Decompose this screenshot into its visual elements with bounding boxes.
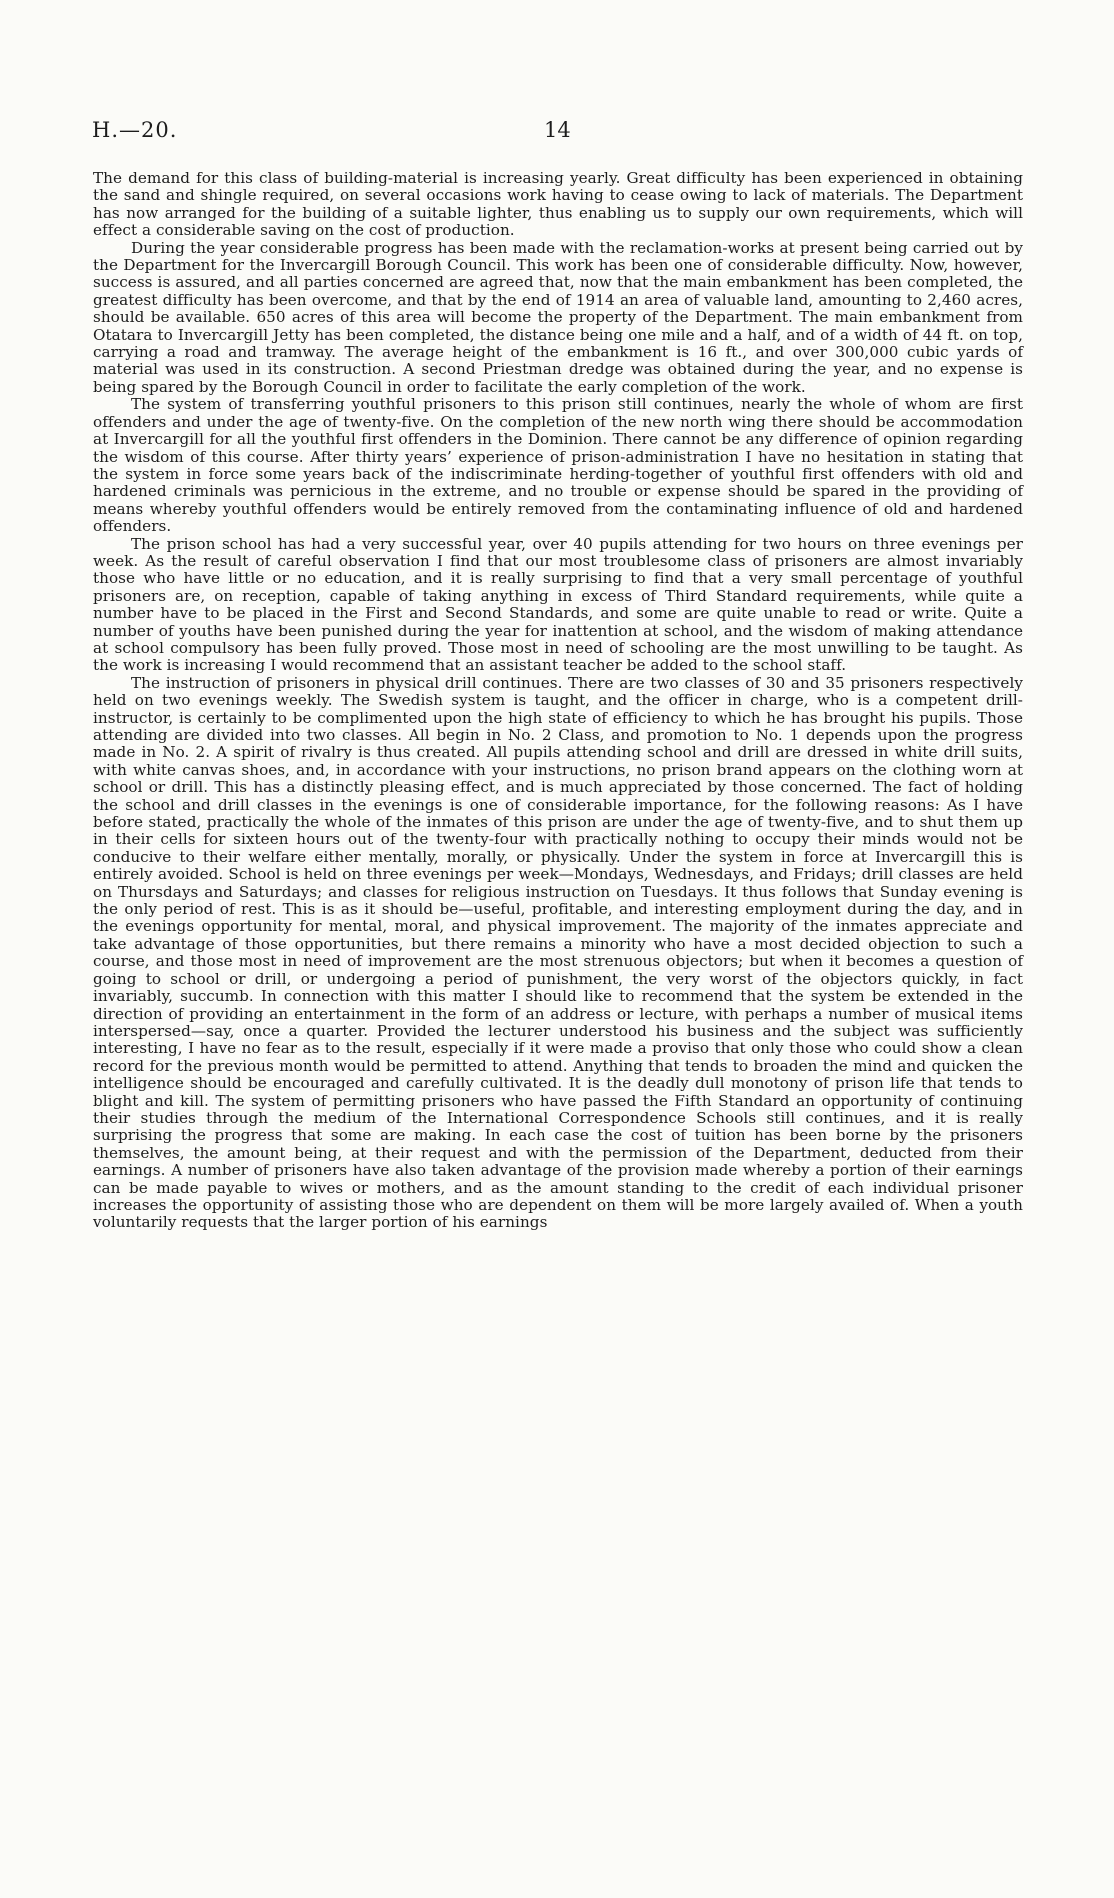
page-header bbox=[92, 118, 1024, 148]
paragraph-reclamation-works: During the year considerable progress has been made with the reclamation-works at present being carried out by the Department for the Invercargill Borough Council. This work has been one of considerable difficulty. Now, however, success is assured, and all parties concerned are agreed that, now that the main embankment has been completed, the greatest difficulty has been overcome, and that by the end of 1914 an area of valuable land, amounting to 2,460 acres, should be available. 650 acres of this area will become the property of the Department. The main embankment from Otatara to Invercargill Jetty has been completed, the distance being one mile and a half, and of a width of 44 ft. on top, carrying a road and tramway. The average height of the embankment is 16 ft., and over 300,000 cubic yards of material was used in its construction. A second Priestman dredge was obtained during the year, and no expense is being spared by the Borough Council in order to facilitate the early completion of the work. bbox=[93, 238, 1023, 396]
paragraph-prison-school: The prison school has had a very successful year, over 40 pupils attending for two hours on three evenings per week. As the result of careful observation I find that our most troublesome class of prisoners are almost invariably those who have little or no education, and it is really surprising to find that a very small percentage of youthful prisoners are, on reception, capable of taking anything in excess of Third Standard requirements, while quite a number have to be placed in the First and Second Standards, and some are quite unable to read or write. Quite a number of youths have been punished during the year for inattention at school, and the wisdom of making attendance at school compulsory has been fully proved. Those most in need of schooling are the most unwilling to be taught. As the work is increasing I would recommend that an assistant teacher be added to the school staff. bbox=[93, 534, 1023, 675]
page-number: 14 bbox=[544, 118, 571, 142]
paragraph-physical-drill: The instruction of prisoners in physical drill continues. There are two classes of 30 and 35 prisoners respectively held on two evenings weekly. The Swedish system is taught, and the officer in charge, who is a competent drill-instructor, is certainly to be complimented upon the high state of efficiency to which he has brought his pupils. Those attending are divided into two classes. All begin in No. 2 Class, and promotion to No. 1 depends upon the progress made in No. 2. A spirit of rivalry is thus created. All pupils attending school and drill are dressed in white drill suits, with white canvas shoes, and, in accordance with your instructions, no prison brand appears on the clothing worn at school or drill. This has a distinctly pleasing effect, and is much appreciated by those concerned. The fact of holding the school and drill classes in the evenings is one of considerable importance, for the following reasons: As I have before stated, practically the whole of the inmates of this prison are under the age of twenty-five, and to shut them up in their cells for sixteen hours out of the twenty-four with practically nothing to occupy their minds would not be conducive to their welfare either mentally, morally, or physically. Under the system in force at Invercargill this is entirely avoided. School is held on three evenings per week—Mondays, Wednesdays, and Fridays; drill classes are held on Thursdays and Saturdays; and classes for religious instruction on Tuesdays. It thus follows that Sunday evening is the only period of rest. This is as it should be—useful, profitable, and interesting employment during the day, and in the evenings opportunity for mental, moral, and physical improvement. The majority of the inmates appreciate and take advantage of those opportunities, but there remains a minority who have a most decided objection to such a course, and those most in need of improvement are the most strenuous objectors; but when it becomes a question of going to school or drill, or undergoing a period of punishment, the very worst of the objectors quickly, in fact invariably, succumb. In connection with this matter I should like to recommend that the system be extended in the direction of providing an entertainment in the form of an address or lecture, with perhaps a number of musical items interspersed—say, once a quarter. Provided the lecturer understood his business and the subject was sufficiently interesting, I have no fear as to the result, especially if it were made a proviso that only those who could show a clean record for the previous month would be permitted to attend. Anything that tends to broaden the mind and quicken the intelligence should be encouraged and carefully cultivated. It is the deadly dull monotony of prison life that tends to blight and kill. The system of permitting prisoners who have passed the Fifth Standard an opportunity of continuing their studies through the medium of the International Correspondence Schools still continues, and it is really surprising the progress that some are making. In each case the cost of tuition has been borne by the prisoners themselves, the amount being, at their request and with the permission of the Department, deducted from their earnings. A number of prisoners have also taken advantage of the provision made whereby a portion of their earnings can be made payable to wives or mothers, and as the amount standing to the credit of each individual prisoner increases the opportunity of assisting those who are dependent on them will be more largely availed of. When a youth voluntarily requests that the larger portion of his earnings bbox=[93, 673, 1023, 1232]
paragraph-youthful-prisoners: The system of transferring youthful prisoners to this prison still continues, nearly the whole of whom are first offenders and under the age of twenty-five. On the completion of the new north wing there should be accommodation at Invercargill for all the youthful first offenders in the Dominion. There cannot be any difference of opinion regarding the wisdom of this course. After thirty years’ experience of prison-administration I have no hesitation in stating that the system in force some years back of the indiscriminate herding-together of youthful first offenders with old and hardened criminals was pernicious in the extreme, and no trouble or expense should be spared in the providing of means whereby youthful offenders would be entirely removed from the contaminating influence of old and hardened offenders. bbox=[93, 395, 1023, 536]
paragraph-building-material: The demand for this class of building-material is increasing yearly. Great difficulty has been experienced in obtaining the sand and shingle required, on several occasions work having to cease owing to lack of materials. The Department has now arranged for the building of a suitable lighter, thus enabling us to supply our own requirements, which will effect a considerable saving on the cost of production. bbox=[93, 169, 1023, 240]
document-reference: H.—20. bbox=[92, 118, 178, 142]
body-text bbox=[93, 170, 1023, 1232]
